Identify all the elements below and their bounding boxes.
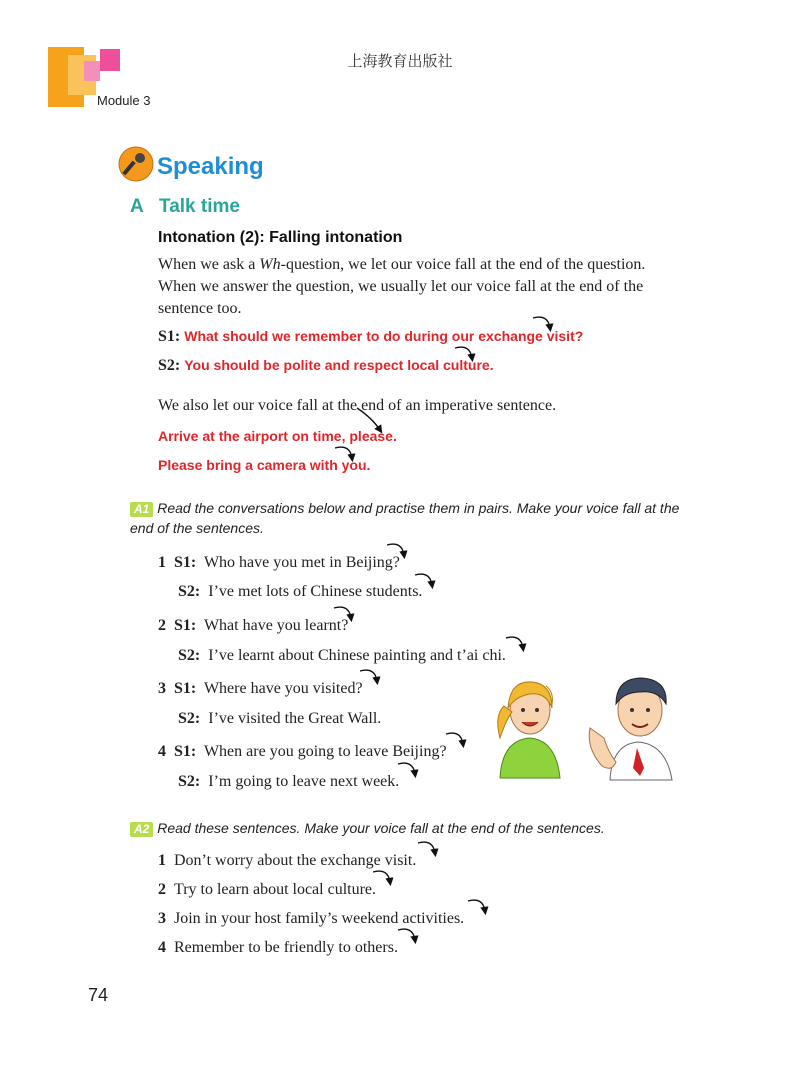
a2-sentence: 3 Join in your host family’s weekend activities. xyxy=(158,910,465,927)
falling-arrow-icon xyxy=(373,871,390,882)
example-s2: S2: You should be polite and respect local culture. xyxy=(158,357,494,374)
conversation-1-s1: 1 S1: Who have you met in Beijing? xyxy=(158,554,400,571)
falling-arrow-icon xyxy=(398,929,415,940)
part-title: Talk time xyxy=(159,196,240,217)
a1-instruction: A1 Read the conversations below and practise them in pairs. Make your voice fall at the end of the sentences. xyxy=(130,500,680,536)
falling-arrow-icon xyxy=(455,347,472,358)
part-letter: A xyxy=(130,196,144,217)
subheading: Intonation (2): Falling intonation xyxy=(158,229,403,246)
falling-arrow-icon xyxy=(533,317,550,328)
example-s1: S1: What should we remember to do during our exchange visit? xyxy=(158,328,584,345)
intro-paragraph: When we ask a Wh-question, we let our voice fall at the end of the question. When we answer the question, we usually let our voice fall at the end of the sentence too. xyxy=(158,256,646,317)
falling-arrow-icon xyxy=(357,408,380,430)
conversation-2-s2: S2: I’ve learnt about Chinese painting and t’ai chi. xyxy=(178,647,506,664)
conversation-3-s1: 3 S1: Where have you visited? xyxy=(158,680,363,697)
falling-arrow-icon xyxy=(360,670,377,681)
falling-arrow-icon xyxy=(398,763,415,774)
falling-arrow-icon xyxy=(387,544,404,555)
falling-arrow-icon xyxy=(418,842,435,853)
falling-arrow-icon xyxy=(335,447,352,458)
a2-badge: A2 xyxy=(130,822,153,837)
imperative-intro: We also let our voice fall at the end of an imperative sentence. xyxy=(158,397,557,414)
conversation-1-s2: S2: I’ve met lots of Chinese students. xyxy=(178,583,423,600)
a2-sentence: 1 Don’t worry about the exchange visit. xyxy=(158,852,417,869)
a2-sentence: 4 Remember to be friendly to others. xyxy=(158,939,398,956)
conversation-3-s2: S2: I’ve visited the Great Wall. xyxy=(178,710,382,727)
falling-arrow-icon xyxy=(446,733,463,744)
falling-arrow-icon xyxy=(506,637,523,648)
a2-sentence: 2 Try to learn about local culture. xyxy=(158,881,377,898)
conversation-2-s1: 2 S1: What have you learnt? xyxy=(158,617,349,634)
conversation-4-s2: S2: I’m going to leave next week. xyxy=(178,773,400,790)
publisher-name: 上海教育出版社 xyxy=(347,52,453,70)
a2-instruction: A2 Read these sentences. Make your voice fall at the end of the sentences. xyxy=(130,818,690,838)
falling-arrow-icon xyxy=(468,900,485,911)
page-number: 74 xyxy=(88,985,109,1005)
imperative-example: Arrive at the airport on time, please. xyxy=(158,428,397,444)
falling-arrow-icon xyxy=(334,607,351,618)
conversation-4-s1: 4 S1: When are you going to leave Beijing? xyxy=(158,743,447,760)
module-label: Module 3 xyxy=(97,93,151,108)
a1-badge: A1 xyxy=(130,502,153,517)
imperative-example: Please bring a camera with you. xyxy=(158,457,371,473)
section-title: Speaking xyxy=(157,153,264,180)
falling-arrow-icon xyxy=(415,574,432,585)
